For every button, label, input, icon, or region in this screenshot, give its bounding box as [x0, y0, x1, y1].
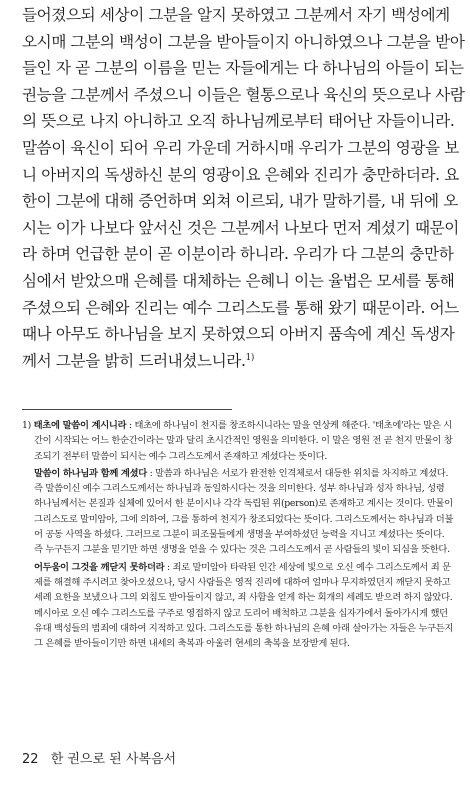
footnote-number: 1)	[22, 420, 31, 431]
body-line: 라 하며 언급한 분이 곧 이분이라 하니라. 우리가 다 그분의 충만하	[22, 245, 454, 264]
footnote-term-3: 어두움이 그것을 깨닫지 못하더라	[34, 561, 165, 573]
body-paragraph	[22, 2, 465, 374]
body-line: 한이 그분에 대해 증언하며 외쳐 이르되, 내가 말하기를, 내 뒤에 오	[22, 192, 458, 211]
page-footer	[22, 748, 176, 767]
body-line: 때나 아무도 하나님을 보지 못하였으되 아버지 품속에 계신 독생자	[22, 325, 455, 344]
body-line: 심에서 받았으매 은혜를 대체하는 은혜니 이는 율법은 모세를 통해	[22, 271, 455, 290]
footnote-term-2: 말씀이 하나님과 함께 계셨다	[34, 467, 147, 479]
footnote-text-1: : 태초에 하나님이 천지를 창조하시니라는 말을 연상케 해준다. '태초에'라는 말은 시간이 시작되는 어느 한순간이라는 말과 달리 초시간적인 영원을 의미한다. 이 말은 영원 전 곧 천지 만물이 창조되기 전부터 말씀이 되시는 예수 그리스도께서 존재하고 계셨다는 뜻이다.	[34, 420, 453, 462]
main-text	[22, 2, 465, 374]
body-line: 오시매 그분의 백성이 그분을 받아들이지 아니하였으나 그분을 받아	[22, 32, 465, 51]
footnote-divider	[22, 409, 232, 410]
footnote-entry-3	[22, 560, 454, 652]
footnotes	[22, 418, 454, 653]
footnote-text-2: : 말씀과 하나님은 서로가 완전한 인격체로서 대등한 위치를 차지하고 계셨다. 즉 말씀이신 예수 그리스도께서는 하나님과 동일하시다는 것을 의미한다. 성부 하나님과 성자 하나님, 성령 하나님께서는 본질과 실체에 있어서 한 분이시나 각각 독립된 위(person)로 존재하고 계시는 것이다. 만물이 그리스도로 말미암아, 그에 의하여, 그를 통하여 천지가 창조되었다는 뜻이다. 그리스도께서는 하나님과 더불어 공동 사역을 하셨다. 그러므로 그분이 피조물들에게 생명을 부여하셨던 능력을 지니고 계셨다는 뜻이다. 즉 누구든지 그분을 믿기만 하면 생명을 얻을 수 있다는 것은 그리스도께서 곧 사람들의 빛이 되심을 뜻한다.	[34, 467, 454, 556]
body-line: 주셨으되 은혜와 진리는 예수 그리스도를 통해 왔기 때문이라. 어느	[22, 298, 459, 317]
footnote-entry-2	[22, 466, 454, 558]
page-number: 22	[22, 752, 39, 767]
body-line: 니 아버지의 독생하신 분의 영광이요 은혜와 진리가 충만하더라. 요	[22, 165, 459, 184]
footnote-1	[22, 418, 454, 464]
footnote-ref: 1)	[245, 352, 254, 363]
body-line: 권능을 그분께서 주셨으니 이들은 혈통으로나 육신의 뜻으로나 사람	[22, 85, 465, 104]
body-line: 들인 자 곧 그분의 이름을 믿는 자들에게는 다 하나님의 아들이 되는	[22, 59, 464, 78]
body-line: 의 뜻으로 나지 아니하고 오직 하나님께로부터 태어난 자들이니라.	[22, 112, 455, 131]
body-line: 시는 이가 나보다 앞서신 것은 그분께서 나보다 먼저 계셨기 때문이	[22, 218, 459, 237]
footnote-term-1: 태초에 말씀이 계시니라	[33, 420, 127, 431]
book-title: 한 권으로 된 사복음서	[50, 752, 177, 767]
body-line: 들어졌으되 세상이 그분을 알지 못하였고 그분께서 자기 백성에게	[22, 6, 450, 24]
body-line: 께서 그분을 밝히 드러내셨느니라.	[22, 351, 246, 370]
footnote-text-3: : 죄로 말미암아 타락된 인간 세상에 빛으로 오신 예수 그리스도께서 죄 문제를 해결해 주시려고 찾아오셨으나, 당시 사람들은 영적 진리에 대하여 얼마나 무지하였던지 깨닫지 못하고 세례 요한을 보냈으나 그의 외침도 받아들이지 않고, 죄 사함을 얻게 하는 회개의 세례도 받으려 하지 않았다. 메시아로 오신 예수 그리스도를 구주로 영접하지 않고 도리어 배척하고 그분을 십자가에서 돌아가시게 했던 유대 백성들의 범죄에 대하여 지적하고 있다. 그리스도를 통한 하나님의 은혜 아래 살아가는 자들은 누구든지 그 은혜를 받아들이기만 하면 내세의 축복과 아울러 현세의 축복을 보장받게 된다.	[34, 561, 454, 650]
body-line: 말씀이 육신이 되어 우리 가운데 거하시매 우리가 그분의 영광을 보	[22, 138, 459, 157]
